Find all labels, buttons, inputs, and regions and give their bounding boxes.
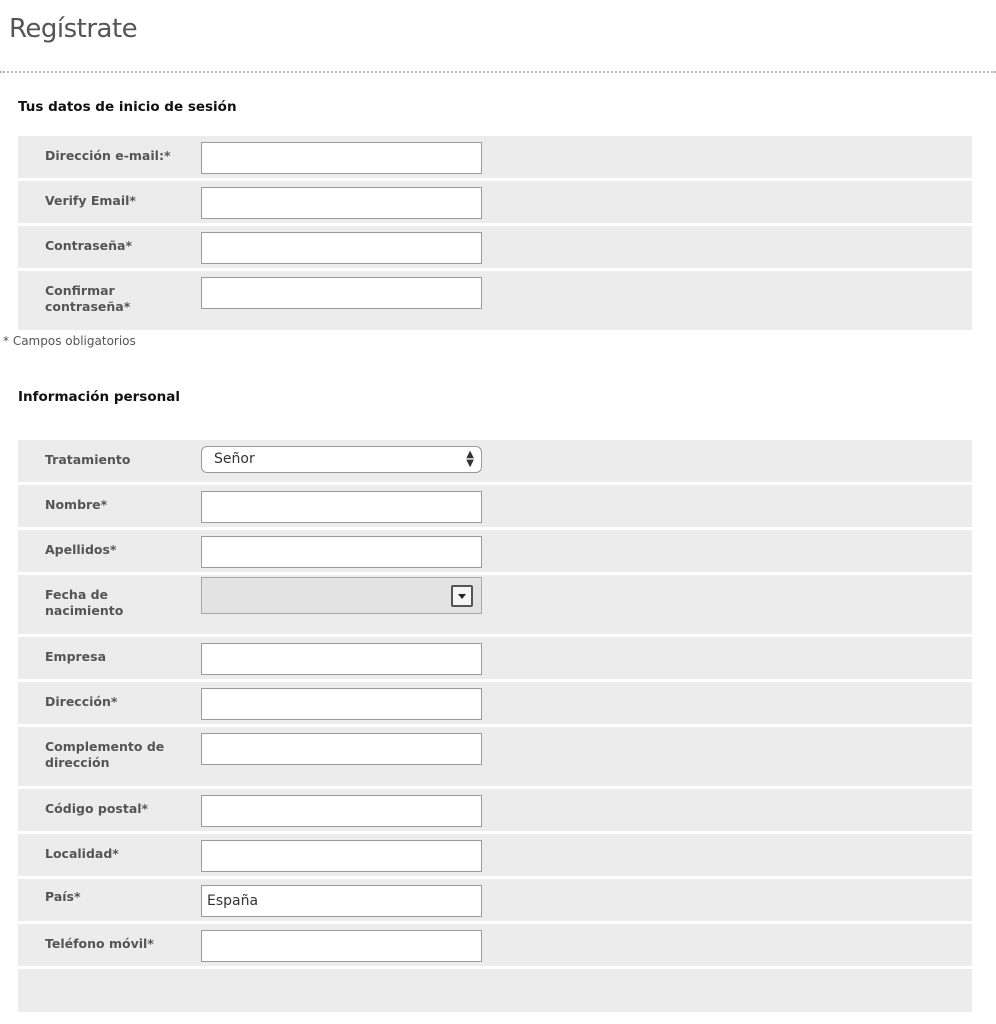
- confirm-password-label: Confirmar contraseña*: [45, 283, 131, 314]
- email-row: [18, 136, 972, 178]
- empty-footer-row: [18, 969, 972, 1012]
- pais-row: [18, 879, 972, 921]
- birthdate-row: [18, 575, 972, 634]
- direccion-label: Dirección*: [45, 694, 118, 709]
- telefono-field[interactable]: [201, 930, 482, 962]
- localidad-label: Localidad*: [45, 846, 119, 861]
- direccion-field[interactable]: [201, 688, 482, 720]
- login-section-heading: Tus datos de inicio de sesión: [18, 99, 237, 115]
- birthdate-label: Fecha de nacimiento: [45, 587, 124, 618]
- nombre-label: Nombre*: [45, 497, 108, 512]
- personal-form: [18, 440, 972, 1015]
- updown-arrows-icon: ▲ ▼: [466, 449, 474, 469]
- email-field[interactable]: [201, 142, 482, 174]
- required-fields-note: * Campos obligatorios: [3, 334, 136, 348]
- password-field[interactable]: [201, 232, 482, 264]
- dotted-divider: [0, 71, 996, 73]
- verify-email-row: [18, 181, 972, 223]
- apellidos-label: Apellidos*: [45, 542, 117, 557]
- localidad-row: [18, 834, 972, 876]
- codigo-postal-label: Código postal*: [45, 801, 149, 816]
- birthdate-combo[interactable]: [201, 577, 482, 614]
- empresa-field[interactable]: [201, 643, 482, 675]
- pais-field[interactable]: [201, 885, 482, 917]
- codigo-postal-field[interactable]: [201, 795, 482, 827]
- salutation-selected-value: Señor: [214, 451, 255, 467]
- salutation-select[interactable]: [201, 446, 482, 473]
- login-form: [18, 136, 972, 333]
- codigo-postal-row: [18, 789, 972, 831]
- password-row: [18, 226, 972, 268]
- email-label: Dirección e-mail:*: [45, 148, 171, 163]
- nombre-row: [18, 485, 972, 527]
- confirm-password-field[interactable]: [201, 277, 482, 309]
- apellidos-row: [18, 530, 972, 572]
- salutation-label: Tratamiento: [45, 452, 131, 467]
- salutation-row: [18, 440, 972, 482]
- localidad-field[interactable]: [201, 840, 482, 872]
- nombre-field[interactable]: [201, 491, 482, 523]
- verify-email-field[interactable]: [201, 187, 482, 219]
- empresa-label: Empresa: [45, 649, 107, 664]
- complemento-field[interactable]: [201, 733, 482, 765]
- password-label: Contraseña*: [45, 238, 133, 253]
- empresa-row: [18, 637, 972, 679]
- verify-email-label: Verify Email*: [45, 193, 136, 208]
- telefono-row: [18, 924, 972, 966]
- personal-section-heading: Información personal: [18, 389, 180, 405]
- telefono-label: Teléfono móvil*: [45, 936, 154, 951]
- pais-label: País*: [45, 889, 81, 904]
- dropdown-arrow-icon[interactable]: [451, 585, 473, 607]
- direccion-row: [18, 682, 972, 724]
- apellidos-field[interactable]: [201, 536, 482, 568]
- complemento-row: [18, 727, 972, 786]
- page-title: Regístrate: [9, 14, 138, 44]
- confirm-password-row: [18, 271, 972, 330]
- complemento-label: Complemento de dirección: [45, 739, 165, 770]
